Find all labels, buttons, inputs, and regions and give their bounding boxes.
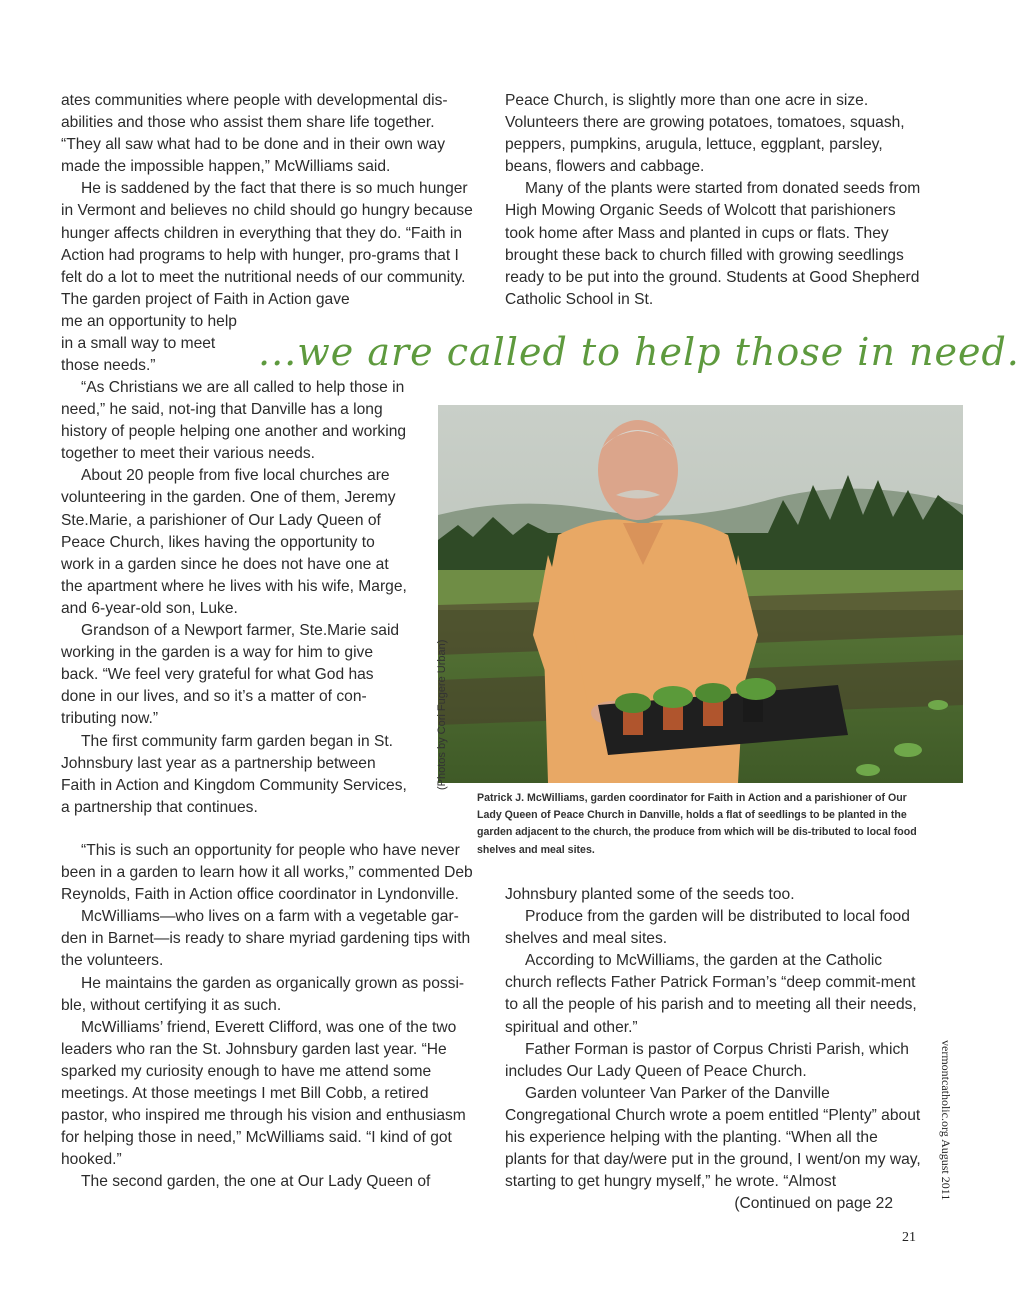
right-column-bottom bbox=[505, 884, 923, 1215]
photo-credit: (Photos by Cori Fugere Urban) bbox=[436, 639, 448, 790]
paragraph: Father Forman is pastor of Corpus Christi Parish, which includes Our Lady Queen of Peace Church. bbox=[505, 1040, 909, 1080]
paragraph: The first community farm garden began in St. Johnsbury last year as a partnership between Faith in Action and Kingdom Community Services, a partnership that continues. bbox=[61, 732, 407, 816]
left-column-middle bbox=[61, 377, 411, 819]
paragraph: The second garden, the one at Our Lady Queen of bbox=[81, 1173, 431, 1191]
paragraph: Many of the plants were started from donated seeds from High Mowing Organic Seeds of Wolcott that parishioners took home after Mass and planted in cups or flats. They brought these back to church filled with growing seedlings ready to be put into the ground. Students at Good Shepherd Catholic School in St. bbox=[505, 180, 921, 308]
paragraph: He is saddened by the fact that there is so much hunger in Vermont and believes no child should go hungry because hunger affects children in everything that they do. “Faith in Action had programs to help with hunger, pro-grams that I felt do a lot to meet the nutritional needs of our community. The garden project of Faith in Action gave bbox=[61, 180, 473, 308]
photo-illustration bbox=[438, 405, 963, 783]
paragraph: About 20 people from five local churches are volunteering in the garden. One of them, Jeremy Ste.Marie, a parishioner of Our Lady Queen of Peace Church, likes having the opportunity to work in a garden since he does not have one at the apartment where he lives with his wife, Marge, and 6-year-old son, Luke. bbox=[61, 467, 407, 617]
paragraph: me an opportunity to help in a small way to meet those needs.” bbox=[61, 313, 237, 375]
page-number: 21 bbox=[902, 1230, 916, 1245]
garden-photo bbox=[438, 405, 963, 783]
right-column-top bbox=[505, 90, 923, 311]
left-column-narrow bbox=[61, 311, 241, 377]
paragraph: According to McWilliams, the garden at the Catholic church reflects Father Patrick Forman’s “deep commit-ment to all the people of his parish and to meeting all their needs, spiritual and other.” bbox=[505, 952, 917, 1036]
pull-quote: ...we are called to help those in need. bbox=[258, 330, 1020, 374]
paragraph: “As Christians we are all called to help those in need,” he said, not-ing that Danville has a long history of people helping one another and working together to meet their various needs. bbox=[61, 379, 407, 463]
continued-line: (Continued on page 22 bbox=[734, 1195, 893, 1213]
paragraph: Johnsbury planted some of the seeds too. bbox=[505, 886, 795, 903]
paragraph: Garden volunteer Van Parker of the Danville Congregational Church wrote a poem entitled “Plenty” about his experience helping with the planting. “When all the plants for that day/were put in the ground, I went/on my way, starting to get hungry myself,” he wrote. “Almost bbox=[505, 1084, 921, 1191]
paragraph: He maintains the garden as organically grown as possi-ble, without certifying it as such. bbox=[61, 974, 465, 1014]
paragraph: “This is such an opportunity for people who have never been in a garden to learn how it all works,” commented Deb Reynolds, Faith in Action office coordinator in Lyndonville. bbox=[61, 842, 473, 904]
left-column-bottom bbox=[61, 840, 475, 1194]
paragraph: McWilliams’ friend, Everett Clifford, was one of the two leaders who ran the St. Johnsbury garden last year. “He sparked my curiosity enough to have me attend some meetings. At those meetings I met Bill Cobb, a retired pastor, who inspired me through his vision and enthusiasm for helping those in need,” McWilliams said. “I kind of got hooked.” bbox=[61, 1018, 466, 1169]
paragraph: Peace Church, is slightly more than one acre in size. Volunteers there are growing potatoes, tomatoes, squash, peppers, pumpkins, arugula, lettuce, eggplant, parsley, beans, flowers and cabbage. bbox=[505, 92, 905, 176]
paragraph: Grandson of a Newport farmer, Ste.Marie said working in the garden is a way for him to give back. “We feel very grateful for what God has done in our lives, and so it’s a matter of con-tributing now.” bbox=[61, 622, 400, 728]
paragraph: Produce from the garden will be distributed to local food shelves and meal sites. bbox=[505, 908, 910, 948]
paragraph: McWilliams—who lives on a farm with a vegetable gar-den in Barnet—is ready to share myriad gardening tips with the volunteers. bbox=[61, 908, 471, 970]
left-column-top bbox=[61, 90, 475, 311]
photo-caption: Patrick J. McWilliams, garden coordinator for Faith in Action and a parishioner of Our Lady Queen of Peace Church in Danville, holds a flat of seedlings to be planted in the garden adjacent to the church, the produce from which will be dis-tributed to local food shelves and meal sites. bbox=[477, 792, 917, 856]
sidebar-publication: vermontcatholic.org August 2011 bbox=[939, 1040, 953, 1201]
paragraph: ates communities where people with developmental dis-abilities and those who assist them share life together. “They all saw what had to be done and in their own way made the impossible happen,” McWilliams said. bbox=[61, 92, 448, 176]
